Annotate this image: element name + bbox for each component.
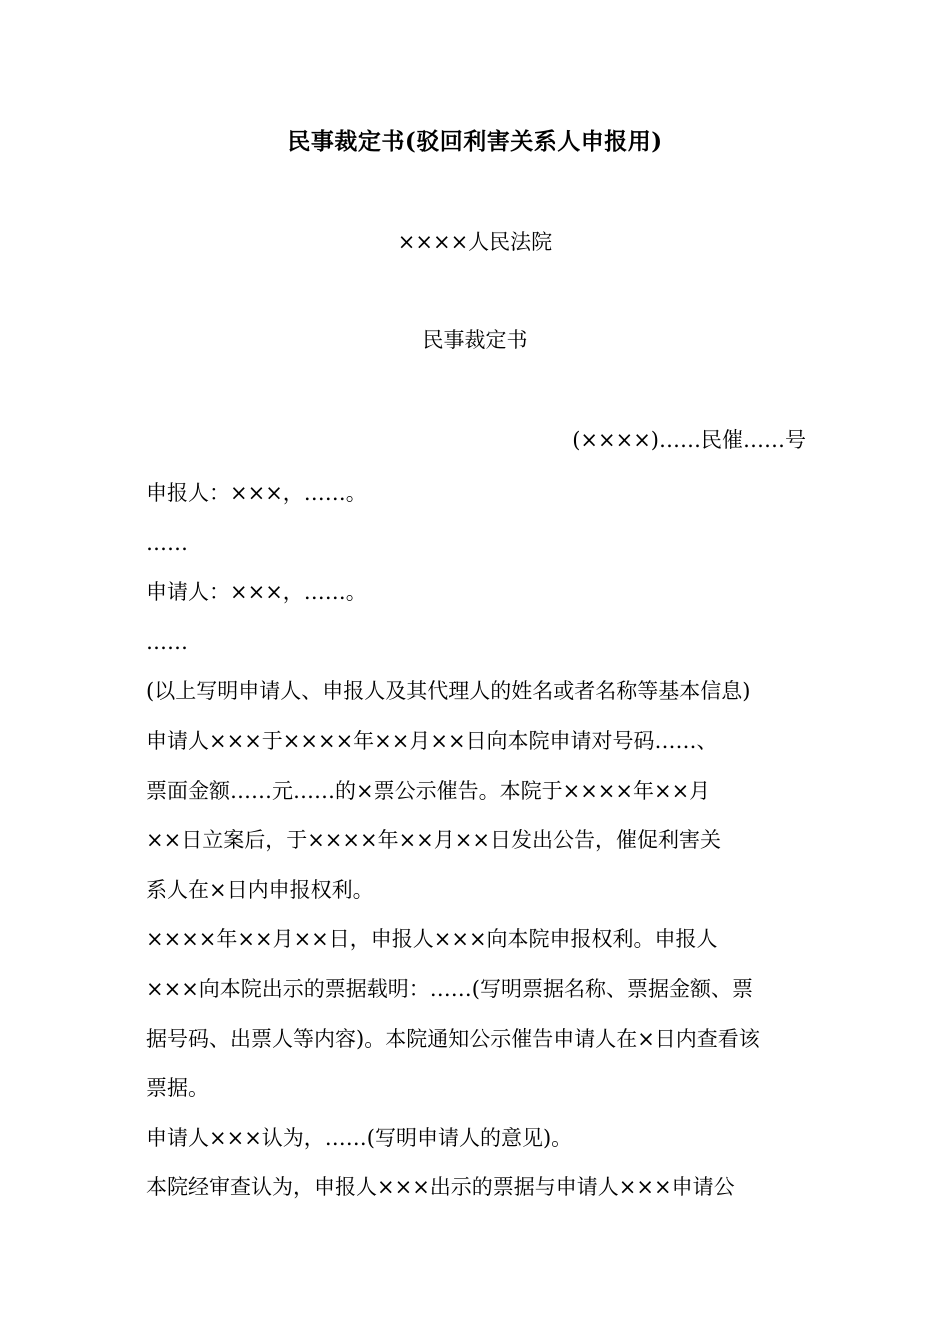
body-line: 申请人：×××，……。 bbox=[146, 580, 367, 605]
body-line: ××日立案后，于××××年××月××日发出公告，催促利害关 bbox=[146, 828, 721, 853]
document-type-heading: 民事裁定书 bbox=[422, 328, 528, 352]
body-line: …… bbox=[146, 530, 188, 555]
body-line: 申请人×××于××××年××月××日向本院申请对号码……、 bbox=[146, 728, 718, 753]
case-number: (××××)……民催……号 bbox=[572, 428, 806, 452]
body-line: 票面金额……元……的×票公示催告。本院于××××年××月 bbox=[146, 778, 711, 803]
body-line: 本院经审查认为，申报人×××出示的票据与申请人×××申请公 bbox=[146, 1175, 735, 1200]
body-line: 系人在×日内申报权利。 bbox=[146, 877, 374, 902]
body-line: …… bbox=[146, 629, 188, 654]
document-title: 民事裁定书(驳回利害关系人申报用) bbox=[287, 128, 663, 155]
body-line: ××××年××月××日，申报人×××向本院申报权利。申报人 bbox=[146, 927, 718, 952]
body-line: 票据。 bbox=[146, 1076, 209, 1101]
court-name: ××××人民法院 bbox=[397, 230, 553, 254]
body-line: 申请人×××认为，……(写明申请人的意见)。 bbox=[146, 1125, 573, 1150]
body-line: 据号码、出票人等内容)。本院通知公示催告申请人在×日内查看该 bbox=[146, 1026, 760, 1051]
body-line: ×××向本院出示的票据载明：……(写明票据名称、票据金额、票 bbox=[146, 976, 753, 1001]
document-body bbox=[146, 469, 806, 1213]
body-line: 申报人：×××，……。 bbox=[146, 481, 367, 505]
body-line: (以上写明申请人、申报人及其代理人的姓名或者名称等基本信息) bbox=[146, 679, 751, 704]
